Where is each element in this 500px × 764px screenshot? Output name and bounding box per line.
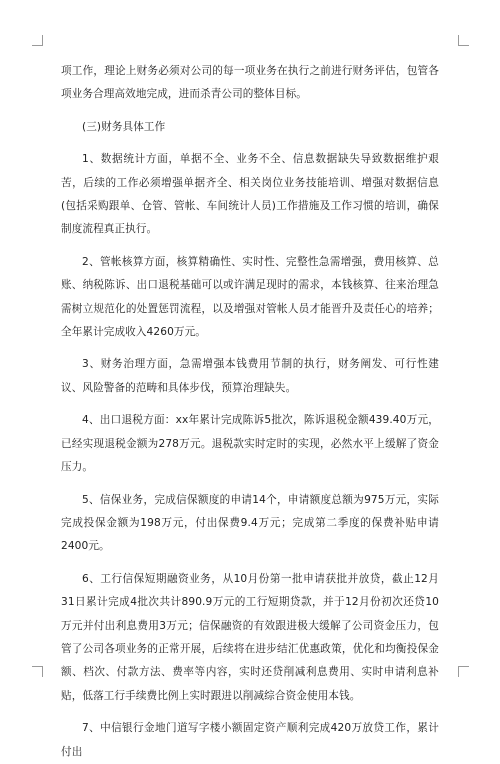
crop-mark-bottom-left [32,666,43,677]
paragraph-7: 6、工行信保短期融资业务，从10月份第一批申请获批并放贷，截止12月31日累计完成4批次共计890.9万元的工行短期贷款，并于12月份初次还贷10万元并付出利息费用3万元；信保融资的有效跟进极大缓解了公司资金压力，包管了公司各项业务的正常开展，后续将在进步结汇优惠政策，优化和均衡投保金额、档次、付款方法、费率等内容，实时还贷削减利息费用、实时申请利息补贴，低落工行手续费比例上实时跟进以削减综合资金使用本钱。 [61,572,439,702]
paragraph-2: 1、数据统计方面，单据不全、业务不全、信息数据缺失导致数据维护艰苦，后续的工作必须增强单据齐全、相关岗位业务技能培训、增强对数据信息(包括采购跟单、仓管、管帐、车间统计人员)工作措施及工作习惯的培训，确保制度流程真正执行。 [61,153,439,236]
crop-mark-bottom-right [458,666,469,677]
document-body [61,60,439,764]
paragraph-5: 4、出口退税方面：xx年累计完成陈诉5批次，陈诉退税金额439.40万元，已经实现退税金额为278万元。退税款实时定时的实现，必然水平上缓解了资金压力。 [61,414,439,474]
paragraph-3: 2、管帐核算方面，核算精确性、实时性、完整性急需增强，费用核算、总账、纳税陈诉、出口退税基础可以或许满足现时的需求，本钱核算、往来治理急需树立规范化的处置惩罚流程，以及增强对管帐人员才能晋升及责任心的培养；全年累计完成收入4260万元。 [61,255,439,339]
paragraph-8: 7、中信银行金地门道写字楼小额固定资产顺利完成420万放贷工作，累计付出 [61,722,439,758]
crop-mark-top-right [458,35,469,46]
paragraph-0: 项工作，理论上财务必须对公司的每一项业务在执行之前进行财务评估，包管各项业务合理高效地完成，进而杀青公司的整体目标。 [61,65,439,101]
section-heading: (三)财务具体工作 [82,120,166,133]
paragraph-4: 3、财务治理方面，急需增强本钱费用节制的执行，财务阐发、可行性建议、风险警备的范畴和具体步伐，预算治理缺失。 [61,358,439,394]
crop-mark-top-left [32,35,43,46]
paragraph-6: 5、信保业务，完成信保额度的申请14个，申请额度总额为975万元，实际完成投保金额为198万元，付出保费9.4万元；完成第二季度的保费补贴申请2400元。 [61,493,439,553]
